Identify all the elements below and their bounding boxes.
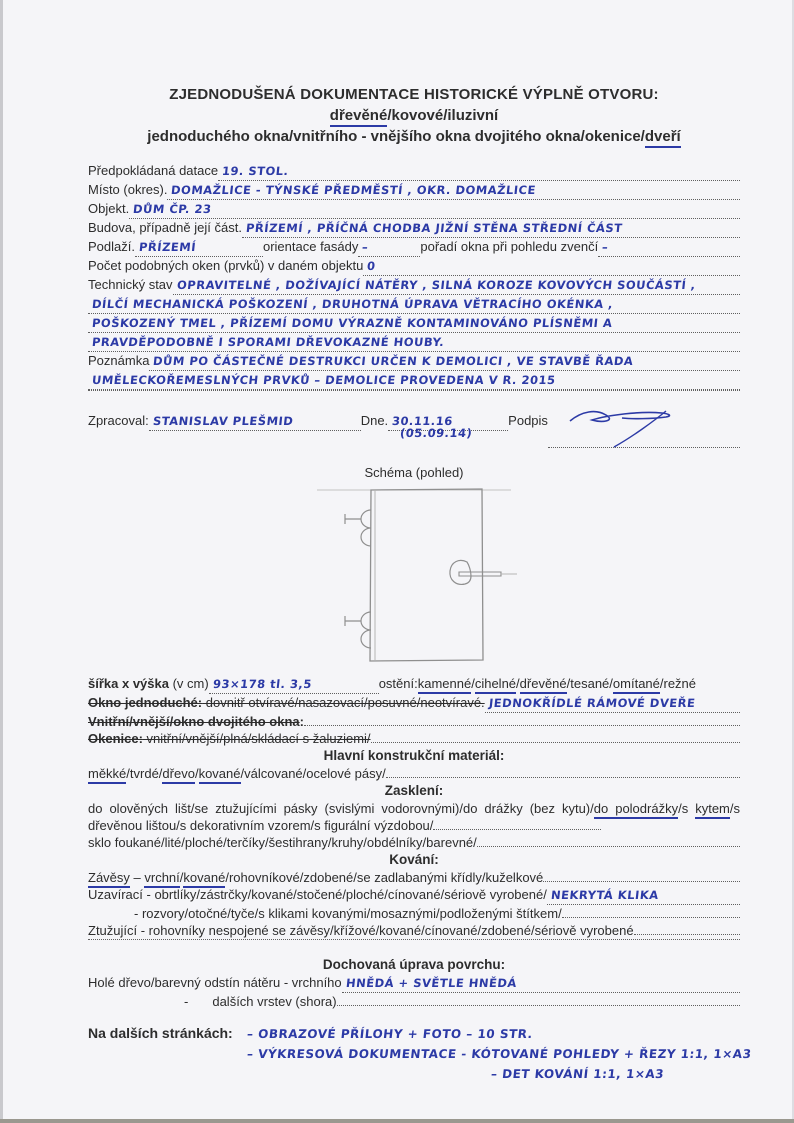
zaskleni-polodrazka-underlined: do polodrážky <box>594 801 678 819</box>
field-podlazi-value: PŘÍZEMÍ <box>138 240 197 254</box>
field-poradi-value: – <box>601 240 610 254</box>
form-header <box>88 84 740 147</box>
field-poznamka-row2 <box>88 371 740 390</box>
stav-line4: PRAVDĚPODOBNĚ I SPORAMI DŘEVOKAZNÉ HOUBY. <box>91 335 446 349</box>
okno-line <box>485 694 740 713</box>
osteni-sep2: / <box>516 676 520 691</box>
kovani-zavesy-text <box>88 869 543 886</box>
field-budova-line <box>242 219 740 238</box>
zaskleni-paragraph <box>88 800 740 834</box>
kovani-ztuzujici-text: Ztužující - rohovníky nespojené se závěsy/křížové/kované/cínované/zdobené/sériově vyrobené <box>88 923 634 938</box>
heading-zaskleni: Zasklení: <box>384 783 444 798</box>
povrch-vrchni-text: Holé dřevo/barevný odstín nátěru - vrchního <box>88 975 342 990</box>
scan-edge-left <box>0 0 3 1123</box>
field-podlazi <box>88 238 740 257</box>
poznamka-line1: DŮM PO ČÁSTEČNÉ DESTRUKCI URČEN K DEMOLICI , VE STAVBĚ ŘADA <box>152 354 635 368</box>
field-poznamka-line1 <box>149 352 740 371</box>
okno-rest-struck: dovnitř otvíravé/nasazovací/posuvné/neotvíravé. <box>202 695 485 710</box>
field-orientace-line <box>358 238 420 257</box>
field-stav-line1 <box>173 276 740 295</box>
field-stav-row4 <box>88 333 740 352</box>
material-sep2: / <box>194 766 199 781</box>
field-poznamka <box>88 352 740 371</box>
povrch-vrchni-line <box>342 974 740 993</box>
rozmery-label-bold: šířka x výška <box>88 676 169 691</box>
form-fields <box>88 162 740 448</box>
zpracoval-line <box>149 412 361 431</box>
kovani-vrchni-underlined: vrchní <box>144 870 179 888</box>
osteni-kamenne-underlined: kamenné <box>418 676 471 694</box>
field-stav <box>88 276 740 295</box>
row-vnitrni-vnejsi <box>88 713 740 730</box>
podpis-line <box>548 407 740 448</box>
material-drevo-underlined: dřevo <box>162 766 195 784</box>
row-okenice <box>88 730 740 747</box>
osteni-label: ostění: <box>378 676 418 691</box>
field-pocet <box>88 257 740 276</box>
field-budova-value: PŘÍZEMÍ , PŘÍČNÁ CHODBA JIŽNÍ STĚNA STŘEDNÍ ČÁST <box>245 221 624 235</box>
okenice-rest-struck: vnitřní/vnější/plná/skládací s žaluziemi/ <box>142 731 371 746</box>
zaskleni-sklo-text: sklo foukané/lité/ploché/terčíky/šestihrany/kruhy/obdélníky/barevné/ <box>88 835 477 850</box>
heading-povrch: Dochovaná úprava povrchu: <box>322 957 506 972</box>
vnitrni-colon: : <box>299 714 304 729</box>
row-kovani-rozvory <box>88 905 740 922</box>
field-objekt-label: Objekt. <box>88 201 130 216</box>
rozmery-label <box>88 675 209 692</box>
kovani-rozvory-line <box>562 917 740 918</box>
material-choices-rest: /kovové/iluzivní <box>387 107 499 124</box>
povrch-dalsi-text: dalších vrstev (shora) <box>212 994 337 1009</box>
row-povrch-vrchni <box>88 974 740 993</box>
field-podlazi-label: Podlaží. <box>88 239 135 254</box>
field-misto-label: Místo (okres). <box>88 182 168 197</box>
field-stav-row2 <box>88 295 740 314</box>
field-budova-label: Budova, případně její část. <box>88 220 242 235</box>
material-choices <box>88 765 386 782</box>
zaskleni-sklo-line <box>477 846 740 847</box>
field-podlazi-line <box>135 238 263 257</box>
dalsi-line1: – OBRAZOVÉ PŘÍLOHY + FOTO – 10 STR. <box>245 1027 534 1041</box>
kovani-rozvory-text: - rozvory/otočné/tyče/s klikami kovanými/mosaznými/podloženými štítkem/ <box>134 906 562 921</box>
podpis-label: Podpis <box>508 413 548 428</box>
scan-edge-bottom <box>0 1119 794 1123</box>
row-kovani-zavesy <box>88 869 740 886</box>
field-stav-line3 <box>88 314 740 333</box>
field-orientace-label: orientace fasády <box>262 239 359 254</box>
row-okno-jednoduche <box>88 694 740 713</box>
schema-caption: Schéma (pohled) <box>364 465 464 480</box>
material-sep1: /tvrdé/ <box>126 766 163 781</box>
kovani-uzaviraci-hw: NEKRYTÁ KLIKA <box>550 888 660 902</box>
field-budova <box>88 219 740 238</box>
kovani-uzaviraci-line <box>547 886 740 905</box>
dne-note: (05.09.14) <box>399 426 474 440</box>
dalsi-label: Na dalších stránkách: <box>88 1025 233 1041</box>
door-schematic-drawing <box>299 484 529 666</box>
type-choices: jednoduchého okna/vnitřního - vnějšího okna dvojitého okna/okenice/ <box>147 128 645 145</box>
material-mekke-underlined: měkké <box>88 766 126 784</box>
osteni-choices <box>418 675 696 692</box>
okno-struck-text <box>88 694 485 711</box>
kovani-zavesy-line <box>543 881 740 882</box>
schema-drawing-wrap <box>88 484 740 669</box>
kovani-sep2: / <box>179 870 184 885</box>
osteni-omitane-underlined: omítané <box>613 676 660 694</box>
dalsi-line3: – DET KOVÁNÍ 1:1, 1×A3 <box>489 1067 665 1081</box>
row-dalsi-stranky <box>88 1024 752 1084</box>
field-misto <box>88 181 740 200</box>
okno-hw-value: JEDNOKŘÍDLÉ RÁMOVÉ DVEŘE <box>487 696 696 710</box>
field-stav-line2 <box>88 295 740 314</box>
row-kovani-uzaviraci <box>88 886 740 905</box>
field-datace <box>88 162 740 181</box>
field-stav-label: Technický stav <box>88 277 173 292</box>
rozmery-value: 93×178 tl. 3,5 <box>212 677 313 691</box>
field-orientace-value: – <box>361 240 370 254</box>
empty-dotted-line <box>88 390 740 391</box>
row-kovani-ztuzujici <box>88 922 740 939</box>
field-pocet-label: Počet podobných oken (prvků) v daném objektu <box>88 258 364 273</box>
dne-line <box>388 412 508 440</box>
heading-kovani: Kování: <box>389 852 439 867</box>
stav-line2: DÍLČÍ MECHANICKÁ POŠKOZENÍ , DRUHOTNÁ ÚPRAVA VĚTRACÍHO OKÉNKA , <box>91 297 614 311</box>
povrch-dalsi-line <box>337 1005 740 1006</box>
kovani-kovane-underlined: kované <box>183 870 225 888</box>
zpracoval-label: Zpracoval: <box>88 413 149 428</box>
material-line <box>386 777 740 778</box>
okenice-line <box>371 742 740 743</box>
okenice-struck-text <box>88 730 371 747</box>
kovani-empty-line <box>88 939 740 940</box>
field-zpracoval <box>88 407 740 448</box>
kovani-ztuzujici-line <box>634 934 740 935</box>
field-datace-label: Předpokládaná datace <box>88 163 219 178</box>
vnitrni-struck-text <box>88 713 304 730</box>
osteni-sep1: / <box>471 676 475 691</box>
vnitrni-line <box>304 725 740 726</box>
field-poznamka-line2 <box>88 371 740 390</box>
field-poradi-line <box>598 238 740 257</box>
subtitle-material <box>88 105 740 126</box>
osteni-drevene-underlined: dřevěné <box>520 676 567 694</box>
field-stav-row3 <box>88 314 740 333</box>
field-objekt-value: DŮM ČP. 23 <box>132 202 213 216</box>
kovani-rest: /rohovníkové/zdobené/se zadlabanými křídly/kuželkové <box>225 870 544 885</box>
row-rozmery <box>88 675 740 694</box>
osteni-sep4: /režné <box>659 676 697 691</box>
subtitle-type <box>88 126 740 147</box>
stav-line1: OPRAVITELNÉ , DOŽÍVAJÍCÍ NÁTĚRY , SILNÁ KOROZE KOVOVÝCH SOUČÁSTÍ , <box>175 278 696 292</box>
field-objekt-line <box>129 200 740 219</box>
form-content <box>88 84 752 1084</box>
field-poznamka-label: Poznámka <box>88 353 150 368</box>
field-pocet-value: 0 <box>366 259 377 273</box>
field-misto-value: DOMAŽLICE - TÝNSKÉ PŘEDMĚSTÍ , OKR. DOMAŽLICE <box>170 183 538 197</box>
field-datace-line <box>218 162 740 181</box>
zpracoval-value: STANISLAV PLEŠMID <box>152 414 294 428</box>
field-datace-value: 19. STOL. <box>221 164 290 178</box>
row-kovani-empty <box>88 939 740 956</box>
zaskleni-rest: /s dřevěnou lištou/s dekorativním vzorem/s figurální výzdobou/ <box>88 801 740 833</box>
row-povrch-dalsi <box>88 993 740 1010</box>
heading-material: Hlavní konstrukční materiál: <box>323 748 505 763</box>
signature-scribble <box>562 407 682 447</box>
kovani-sep1: – <box>129 870 145 885</box>
kovani-zavesy-underlined: Závěsy <box>88 870 130 888</box>
dne-label: Dne. <box>360 413 389 428</box>
empty-dotted-row <box>88 390 740 407</box>
osteni-cihelne-underlined: cihelné <box>475 676 516 694</box>
choice-dveri-underlined: dveří <box>645 128 681 148</box>
povrch-vrchni-hw: HNĚDÁ + SVĚTLE HNĚDÁ <box>344 976 518 990</box>
field-pocet-line <box>363 257 740 276</box>
dalsi-handwritten-list <box>243 1024 755 1084</box>
choice-drevene-underlined: dřevěné <box>330 107 388 127</box>
field-poradi-label: pořadí okna při pohledu zvenčí <box>420 239 599 254</box>
field-objekt <box>88 200 740 219</box>
zaskleni-kytem-underlined: kytem <box>695 801 730 819</box>
material-sep3: /válcované/ocelové pásy/ <box>240 766 386 781</box>
rozmery-label-norm: (v cm) <box>168 676 209 691</box>
kovani-uzaviraci-text: Uzavírací - obrtlíky/zástrčky/kované/stočené/ploché/cínované/sériově vyrobené/ <box>88 887 547 902</box>
osteni-sep3: /tesané/ <box>566 676 613 691</box>
dalsi-line2: – VÝKRESOVÁ DOKUMENTACE - KÓTOVANÉ POHLEDY + ŘEZY 1:1, 1×A3 <box>245 1047 752 1061</box>
dne-value: 30.11.16 <box>391 414 454 428</box>
stav-line3: POŠKOZENÝ TMEL , PŘÍZEMÍ DOMU VÝRAZNĚ KONTAMINOVÁNO PLÍSNĚMI A <box>91 316 614 330</box>
zaskleni-mid: /s <box>678 801 696 816</box>
page-title: ZJEDNODUŠENÁ DOKUMENTACE HISTORICKÉ VÝPLNĚ OTVORU: <box>169 86 659 103</box>
povrch-dash: - <box>184 994 189 1009</box>
rozmery-line <box>209 675 379 694</box>
material-kovane-underlined: kované <box>199 766 241 784</box>
vnitrni-bold-struck: Vnitřní/vnější/okno dvojitého okna <box>88 714 300 729</box>
okno-bold-struck: Okno jednoduché: <box>88 695 203 710</box>
zaskleni-dots <box>433 829 601 830</box>
row-zaskleni-sklo <box>88 834 740 851</box>
row-material <box>88 765 740 782</box>
zaskleni-pre: do olověných lišt/se ztužujícími pásky (svislými vodorovnými)/do drážky (bez kytu)/ <box>88 801 594 816</box>
field-misto-line <box>167 181 740 200</box>
poznamka-line2: UMĚLECKOŘEMESLNÝCH PRVKŮ – DEMOLICE PROVEDENA V R. 2015 <box>91 373 557 387</box>
field-stav-line4 <box>88 333 740 352</box>
okenice-bold-struck: Okenice: <box>88 731 143 746</box>
